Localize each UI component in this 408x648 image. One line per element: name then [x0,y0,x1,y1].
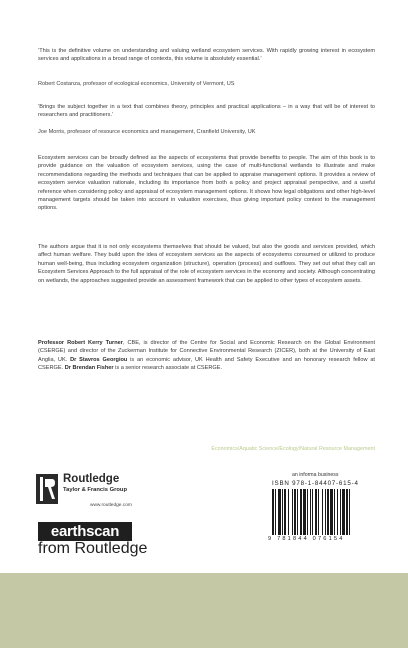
description-paragraph: Ecosystem services can be broadly defined as the aspects of ecosystems that provide benefits to people. The aim of this book is to provide guidance on the valuation of ecosystem services, using the case of multi-functional wetlands to illustrate and make recommendations regarding the methods and techniques that can be applied to appraise management options. It provides a review of ecosystem service valuation rationale, including its importance from both a policy and project appraisal perspective, and a useful reference when considering policy and appraisal of ecosystem management options. It shows how legal obligations and other high-level management targets should be taken into account in valuation exercises, thus giving important policy context to the management options. [38,155,375,212]
barcode-digits: 9 781844 076154 [268,536,345,542]
quote-attribution: Robert Costanza, professor of ecological economics, University of Vermont, US [38,81,235,87]
author-name: Dr Stavros Georgiou [70,356,128,363]
author-bio [38,339,375,373]
quote-morris [38,103,375,120]
quote-text: ‘This is the definitive volume on understanding and valuing wetland ecosystem services. With rapidly growing interest in ecosystem services and applications in a broad range of contexts, this volume is absolutely essential.’ [38,48,375,63]
subject-categories: Economics/Aquatic Science/Ecology/Natural Resource Management [211,446,375,452]
footer-band [0,573,408,648]
author-name: Professor Robert Kerry Turner [38,340,123,346]
barcode-icon [272,489,378,535]
publisher-url: www.routledge.com [90,503,132,508]
publisher-name: Routledge [63,473,120,485]
isbn-label: ISBN 978-1-84407-615-4 [272,480,359,487]
author-name: Dr Brendan Fisher [64,365,114,372]
author-bio-text: is an economic advisor, UK Health and Safety Executive and an honorary research fellow at CSERGE. [38,356,375,372]
imprint-tagline: from Routledge [38,540,148,557]
quote-text: ‘Brings the subject together in a text that combines theory, principles and practical applications – in a way that will be of interest to researchers and practitioners.’ [38,104,375,119]
quote-costanza [38,47,375,64]
publisher-group: Taylor & Francis Group [63,487,127,493]
author-bio-text: is a senior research associate at CSERGE. [113,365,223,372]
earthscan-logo: earthscan [38,522,132,541]
author-bio-text: , CBE, is director of the Centre for Social and Economic Research on the Global Environment (CSERGE) and director of the Zuckerman Institute for Connective Environmental Research (ZICER), both at the University of East Anglia, UK. [38,340,376,363]
informa-business-label: an informa business [292,472,339,478]
quote-attribution: Joe Morris, professor of resource economics and management, Cranfield University, UK [38,129,256,135]
routledge-logo-icon [36,474,58,504]
description-paragraph: The authors argue that it is not only ecosystems themselves that should be valued, but also the goods and services provided, which affect human welfare. They build upon the idea of ecosystem services as the aspects of ecosystems consumed or utilized to produce human well-being, thus including ecosystem organization (structure), operation (process) and outflows. They set out what they call an Ecosystem Services Approach to the full appraisal of the role of ecosystem services in the economy and society. Although concentrating on wetlands, the approaches suggested provide an assessment framework that can be applied to other types of ecosystem assets. [38,244,375,284]
